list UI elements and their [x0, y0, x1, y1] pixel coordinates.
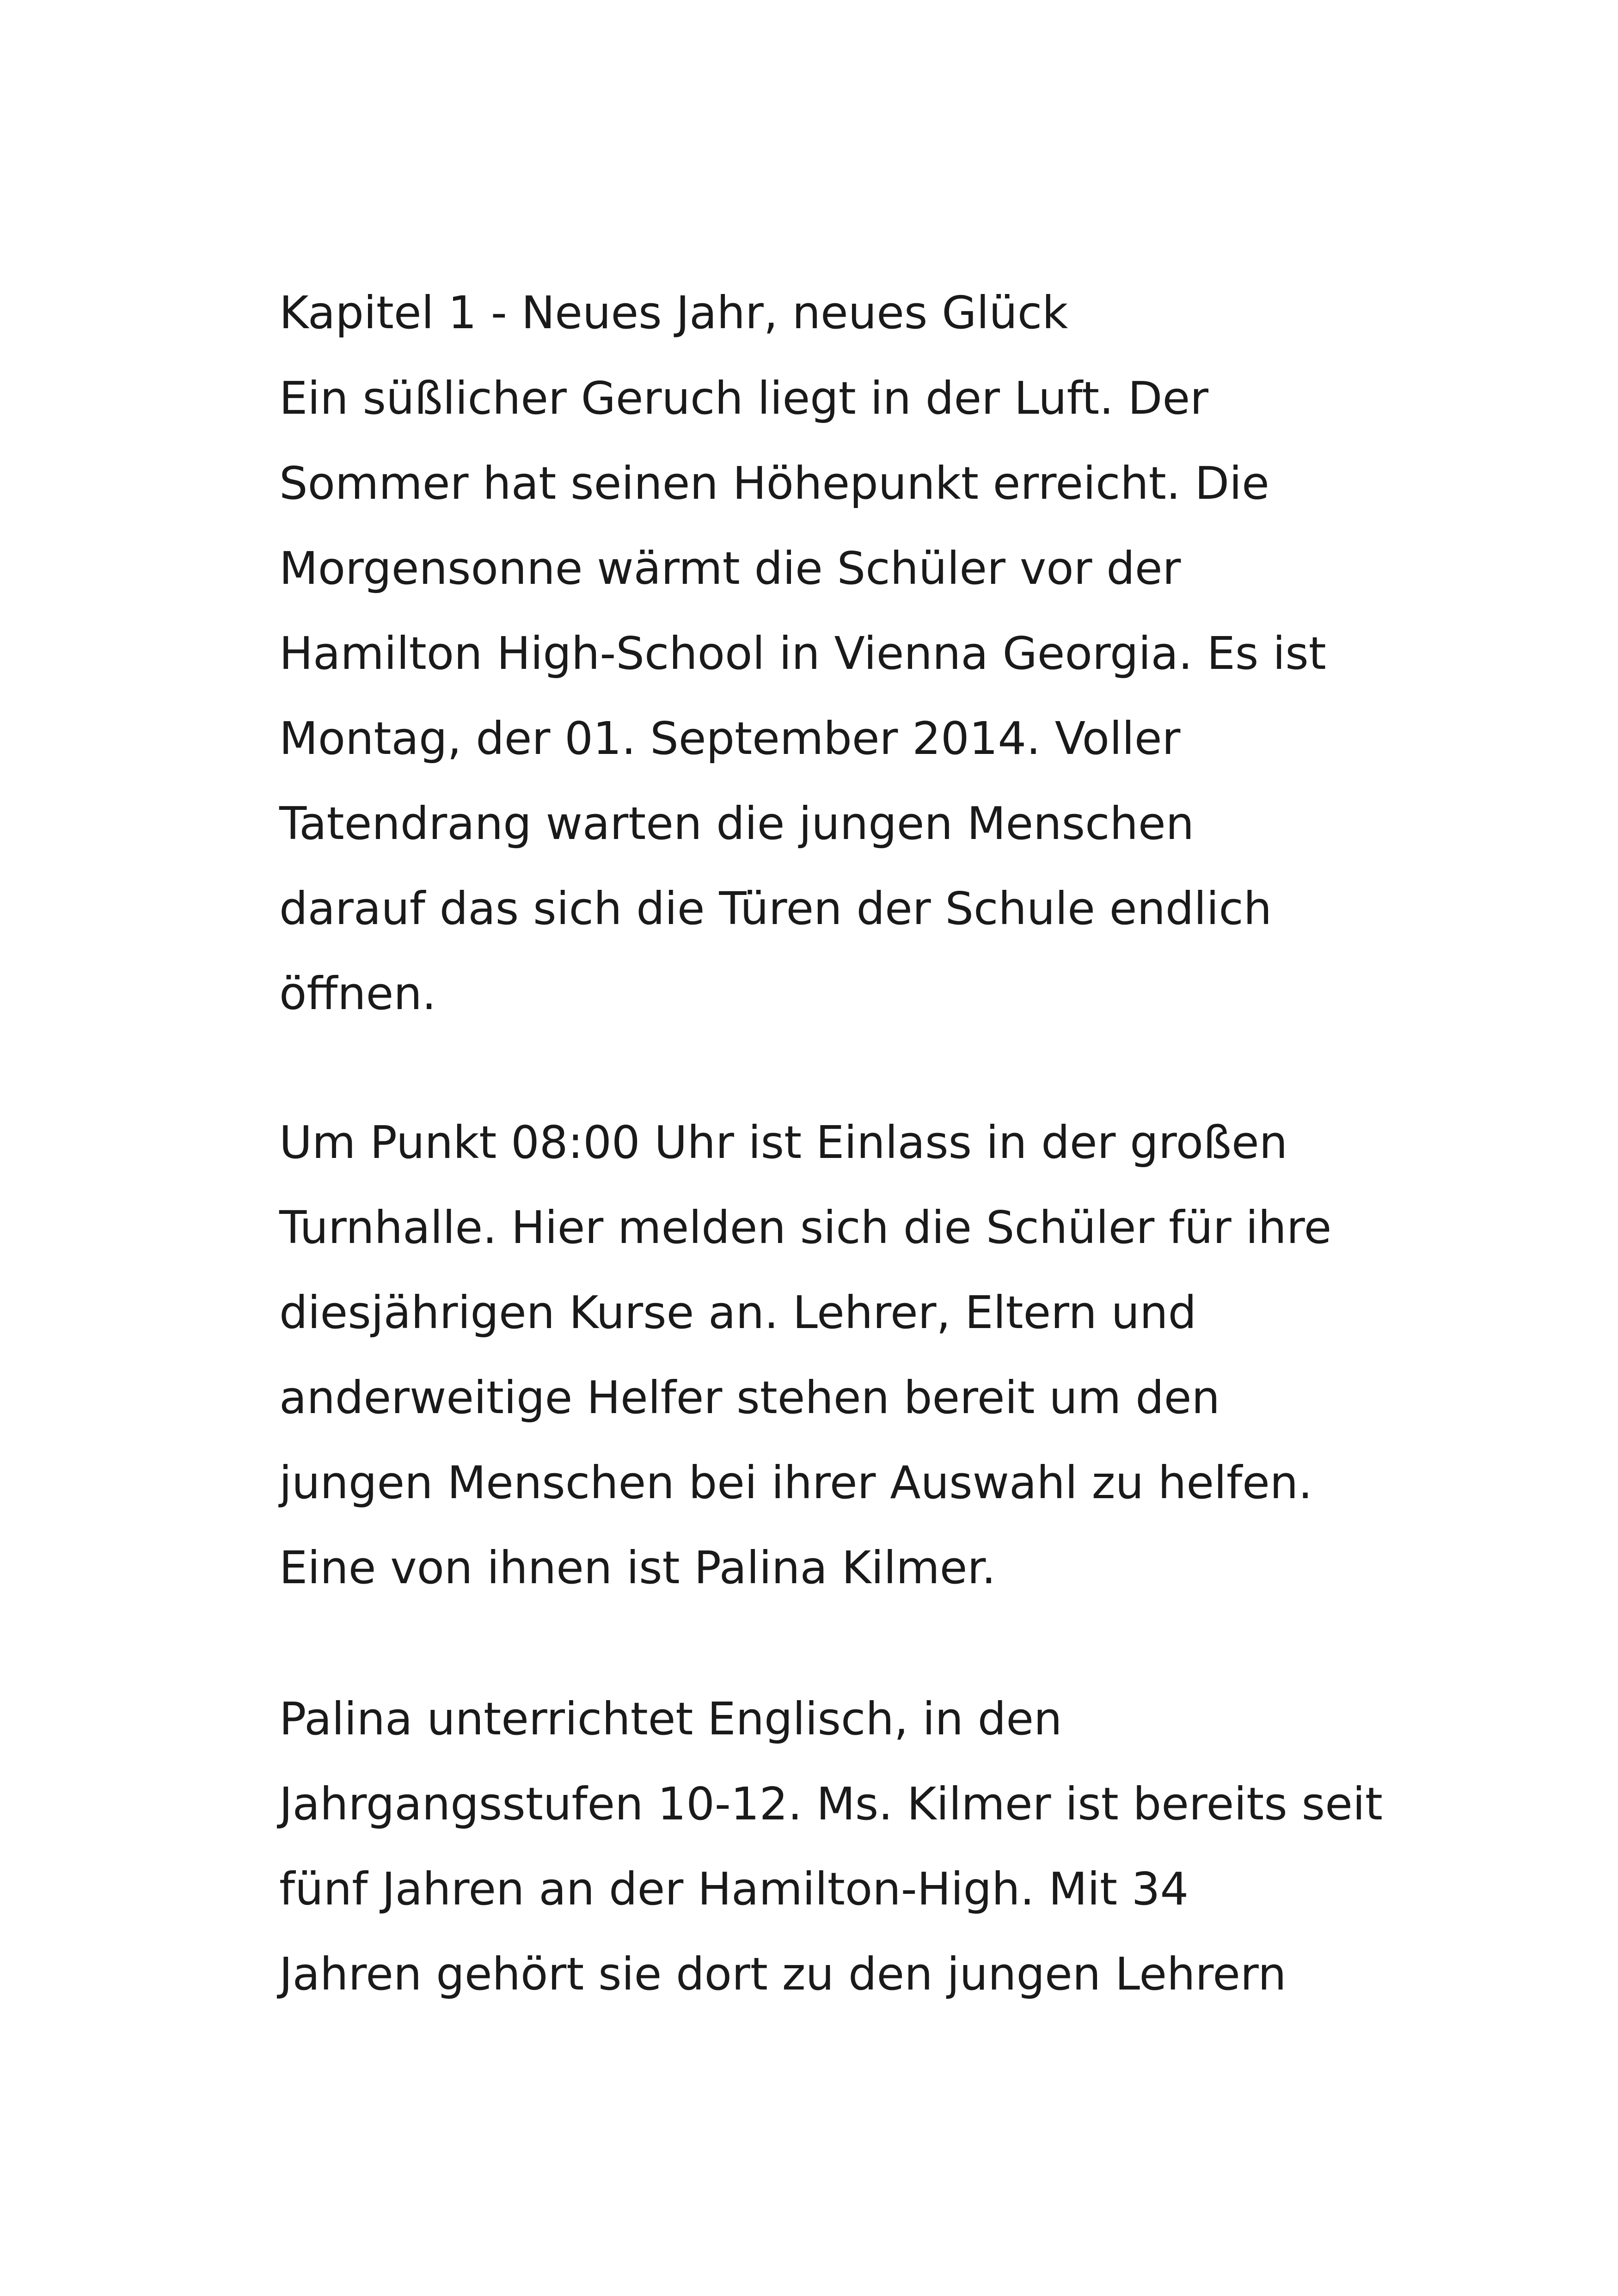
chapter-title	[279, 270, 1398, 355]
paragraph-line: fünf Jahren an der Hamilton-High. Mit 34	[279, 1863, 1189, 1915]
paragraph-line: Jahren gehört sie dort zu den jungen Lehrern	[279, 1948, 1287, 2000]
paragraph-line: Eine von ihnen ist Palina Kilmer.	[279, 1542, 996, 1594]
paragraph-1	[279, 356, 1398, 1036]
paragraph-line: Tatendrang warten die jungen Menschen	[279, 797, 1195, 850]
paragraph-line: Sommer hat seinen Höhepunkt erreicht. Die	[279, 457, 1269, 509]
paragraph-line: Montag, der 01. September 2014. Voller	[279, 712, 1181, 765]
paragraph-line: Jahrgangsstufen 10-12. Ms. Kilmer ist bereits seit	[279, 1778, 1383, 1830]
paragraph-line: Turnhalle. Hier melden sich die Schüler für ihre	[279, 1201, 1332, 1254]
paragraph-line: öffnen.	[279, 967, 436, 1020]
paragraph-line: jungen Menschen bei ihrer Auswahl zu helfen.	[279, 1457, 1313, 1509]
paragraph-line: Um Punkt 08:00 Uhr ist Einlass in der großen	[279, 1116, 1288, 1169]
paragraph-line: Hamilton High-School in Vienna Georgia. Es ist	[279, 627, 1326, 680]
paragraph-2	[279, 1100, 1398, 1610]
paragraph-line: Palina unterrichtet Englisch, in den	[279, 1693, 1062, 1745]
chapter-title-text: Kapitel 1 - Neues Jahr, neues Glück	[279, 287, 1068, 339]
paragraph-3	[279, 1677, 1398, 2017]
paragraph-line: diesjährigen Kurse an. Lehrer, Eltern und	[279, 1286, 1197, 1339]
paragraph-line: darauf das sich die Türen der Schule endlich	[279, 882, 1272, 935]
paragraph-line: Ein süßlicher Geruch liegt in der Luft. Der	[279, 372, 1209, 424]
paragraph-line: Morgensonne wärmt die Schüler vor der	[279, 542, 1181, 594]
paragraph-line: anderweitige Helfer stehen bereit um den	[279, 1371, 1220, 1424]
